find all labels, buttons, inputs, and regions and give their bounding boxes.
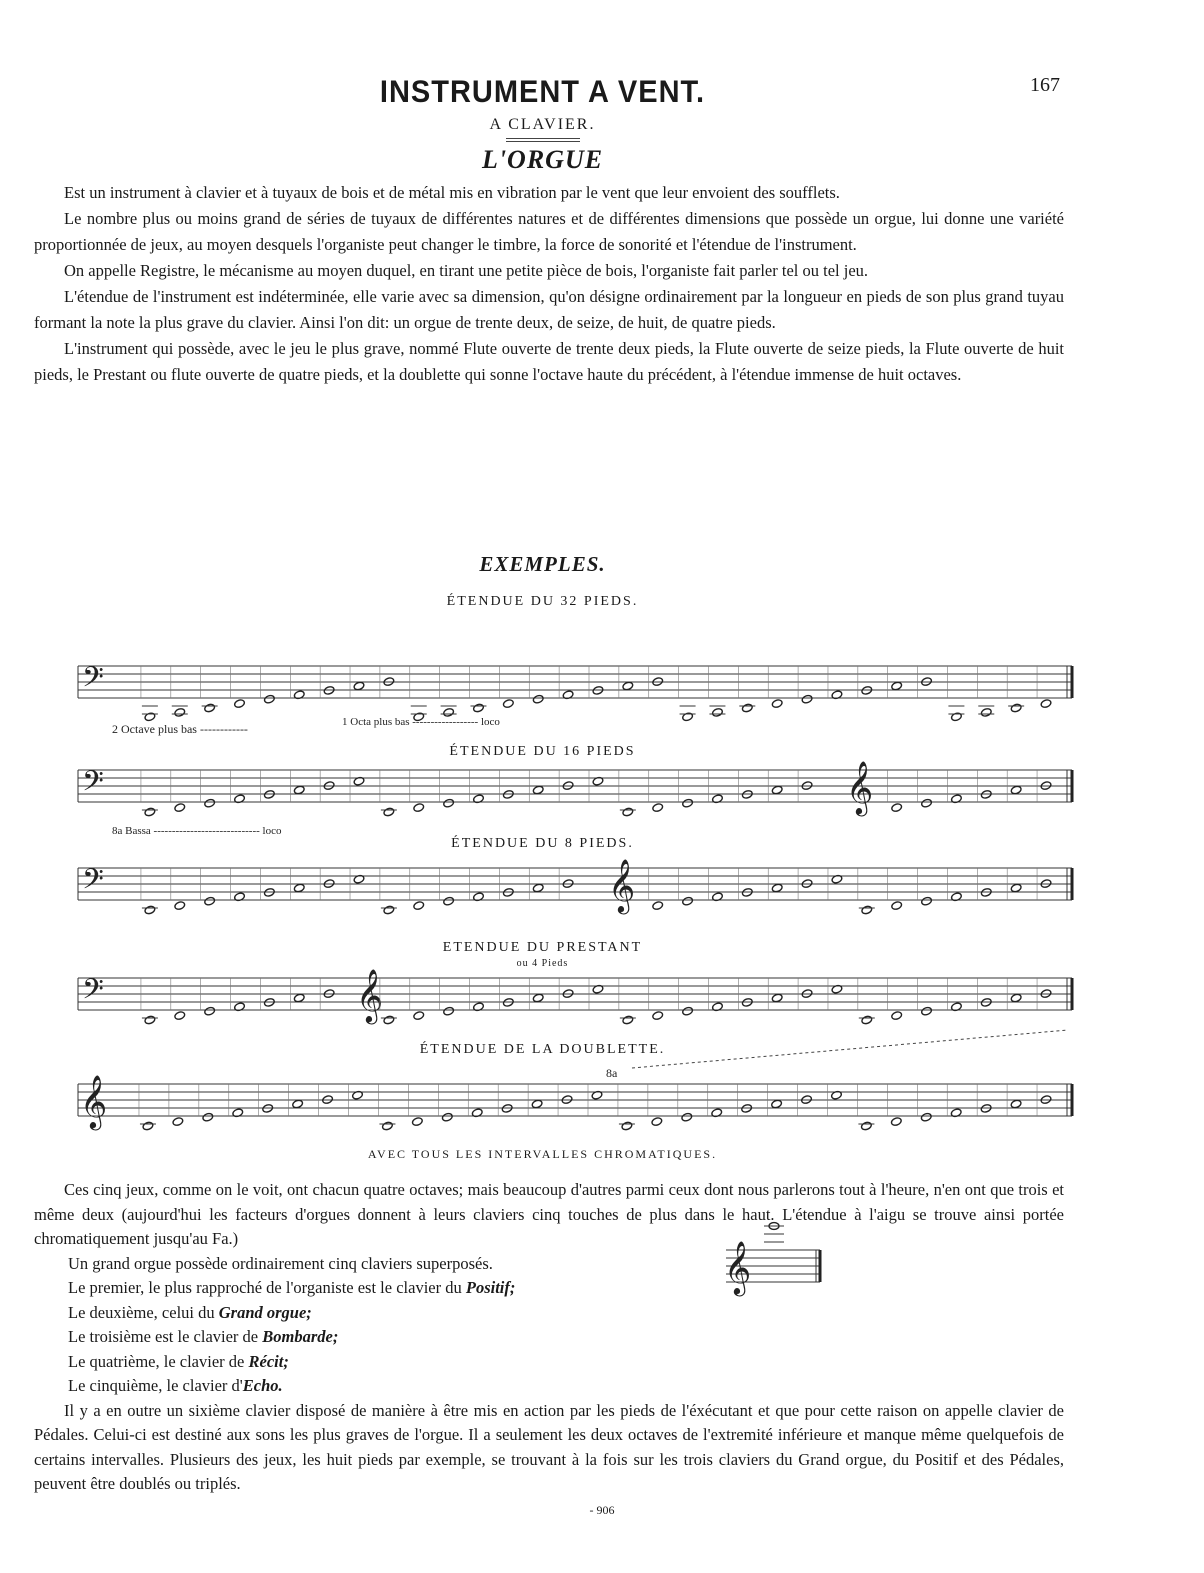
staff1-label: ÉTENDUE DU 32 PIEDS. (446, 594, 639, 609)
body-line-2 (34, 1276, 1064, 1301)
page-number: 167 (1030, 74, 1060, 96)
whole-note (771, 699, 783, 709)
whole-note (204, 896, 216, 906)
whole-note (441, 1112, 453, 1122)
staff2-label: ÉTENDUE DU 16 PIEDS (449, 744, 636, 759)
whole-note (622, 681, 634, 691)
whole-note (144, 1015, 156, 1025)
whole-note (502, 699, 514, 709)
staff-5 (78, 1074, 1072, 1131)
staff1-octave-annotation-a: 2 Octave plus bas ------------ (112, 722, 248, 736)
whole-note (443, 798, 455, 808)
grand-orgue-term: Grand orgue; (218, 1302, 312, 1322)
staff-4 (78, 968, 1072, 1025)
whole-note (741, 703, 753, 713)
whole-note (382, 1121, 394, 1131)
whole-note (861, 1121, 873, 1131)
whole-note (144, 905, 156, 915)
whole-note (142, 1121, 154, 1131)
intro-paragraph-1: Est un instrument à clavier et à tuyaux de bois et de métal mis en vibration par le vent que leur envoient des soufflets. (64, 183, 840, 202)
whole-note (531, 1099, 543, 1109)
whole-note (890, 1117, 902, 1127)
whole-note (532, 993, 544, 1003)
whole-note (1040, 699, 1052, 709)
body-paragraph-1: Ces cinq jeux, comme on le voit, ont chacun quatre octaves; mais beaucoup d'autres parmi ceux dont nous parlerons tout à l'heure, n'en ont que trois et même deux (aujourd'hui les facteurs d'orgues donnent à leurs claviers cinq touches de plus dans le haut. L'étendue à l'aigu se trouve ainsi portée chromatiquement jusqu'au Fa.) (34, 1180, 1064, 1248)
whole-note (1010, 785, 1022, 795)
chromatic-caption: AVEC TOUS LES INTERVALLES CHROMATIQUES. (367, 1147, 718, 1161)
whole-note (622, 807, 634, 817)
treble-clef-icon: 𝄞 (724, 1240, 752, 1294)
body-line-4 (34, 1325, 1064, 1350)
staff-1 (78, 661, 1072, 722)
whole-note (1010, 1099, 1022, 1109)
intro-paragraph-5: L'instrument qui possède, avec le jeu le plus grave, nommé Flute ouverte de trente deux pieds, la Flute ouverte de seize pieds, la Flute ouverte de huit pieds, le Prestant ou flute ouverte de quatre pieds, et la doublette qui sonne l'octave haute du précédent, à l'étendue immense de huit octaves. (34, 339, 1064, 384)
whole-note (921, 1006, 933, 1016)
whole-note (682, 1006, 694, 1016)
whole-note (801, 694, 813, 704)
whole-note (174, 1011, 186, 1021)
bass-clef-icon: 𝄢 (82, 765, 104, 805)
whole-note (202, 1112, 214, 1122)
body-line-3-text: Le deuxième, celui du (68, 1302, 219, 1322)
whole-note (891, 681, 903, 691)
whole-note (413, 1011, 425, 1021)
whole-note (413, 712, 425, 722)
page-subtitle: A CLAVIER. (489, 116, 596, 133)
staff1-octave-annotation-b: 1 Octa plus bas ------------------ loco (342, 716, 500, 728)
whole-note (293, 883, 305, 893)
octave-dashed-line (632, 1030, 1068, 1068)
whole-note (980, 707, 992, 717)
whole-note (682, 712, 694, 722)
whole-note (204, 1006, 216, 1016)
whole-note (383, 905, 395, 915)
treble-clef-icon: 𝄞 (356, 968, 384, 1022)
whole-note (144, 712, 156, 722)
body-line-1: Un grand orgue possède ordinairement cinq claviers superposés. (68, 1253, 493, 1273)
body-paragraph-2: Il y a en outre un sixième clavier disposé de manière à être mis en action par les pieds de l'éxécutant et que pour cette raison on appelle clavier de Pédales. Celui-ci est destiné aux sons les plus graves de l'orgue. Il a seulement les deux octaves de l'extremité inférieure et manque même quelquefois de certains intervalles. Plusieurs des jeux, les huit pieds par exemple, se trouvant à la fois sur les trois claviers du Grand orgue, du Positif et des Pédales, peuvent être doublés ou triplés. (34, 1400, 1064, 1493)
staff-3 (78, 858, 1072, 915)
bombarde-term: Bombarde; (262, 1327, 339, 1346)
whole-note (443, 1006, 455, 1016)
whole-note (383, 807, 395, 817)
whole-note (622, 1015, 634, 1025)
whole-note (951, 712, 963, 722)
whole-note (144, 807, 156, 817)
staff4-sublabel: ou 4 Pieds (516, 958, 569, 969)
body-line-6 (34, 1374, 1064, 1399)
body-line-5-text: Le quatrième, le clavier de (68, 1351, 249, 1371)
whole-note (1010, 703, 1022, 713)
body-line-3 (34, 1301, 1064, 1326)
whole-note (652, 1011, 664, 1021)
whole-note (234, 699, 246, 709)
whole-note (532, 694, 544, 704)
whole-note (172, 1117, 184, 1127)
whole-note (532, 883, 544, 893)
whole-note (712, 707, 724, 717)
treble-clef-icon: 𝄞 (846, 760, 874, 814)
section-heading: L'ORGUE (481, 145, 604, 174)
whole-note (204, 798, 216, 808)
whole-note (921, 896, 933, 906)
whole-note (174, 803, 186, 813)
recit-term: Récit; (248, 1351, 289, 1371)
footer-mark: - 906 (589, 1503, 615, 1517)
staff2-octave-annotation: 8a Bassa ----------------------------- loco (112, 825, 282, 837)
whole-note (413, 901, 425, 911)
whole-note (443, 707, 455, 717)
staff5-octave-annotation: 8a (606, 1066, 618, 1080)
whole-note (264, 694, 276, 704)
whole-note (681, 1112, 693, 1122)
whole-note (532, 785, 544, 795)
staff4-label: ETENDUE DU PRESTANT (442, 940, 643, 955)
whole-note (920, 1112, 932, 1122)
whole-note (682, 798, 694, 808)
body-line-6-text: Le cinquième, le clavier d' (68, 1376, 243, 1395)
body-text (34, 1178, 1064, 1497)
examples-heading: EXEMPLES. (479, 552, 606, 576)
whole-note (861, 905, 873, 915)
whole-note (771, 785, 783, 795)
whole-note (292, 1099, 304, 1109)
echo-term: Echo. (242, 1376, 283, 1395)
whole-note (412, 1117, 424, 1127)
whole-note (652, 803, 664, 813)
whole-note (891, 901, 903, 911)
whole-note (652, 901, 664, 911)
whole-note (293, 785, 305, 795)
positif-term: Positif; (465, 1278, 516, 1297)
whole-note (1010, 883, 1022, 893)
whole-note (621, 1121, 633, 1131)
whole-note (413, 803, 425, 813)
whole-note (921, 798, 933, 808)
whole-note (204, 703, 216, 713)
bass-clef-icon: 𝄢 (82, 661, 104, 701)
whole-note (651, 1117, 663, 1127)
body-line-4-text: Le troisième est le clavier de (68, 1327, 263, 1346)
body-line-5 (34, 1350, 1064, 1375)
whole-note (443, 896, 455, 906)
whole-note (771, 1099, 783, 1109)
whole-note (174, 901, 186, 911)
whole-note (682, 896, 694, 906)
bass-clef-icon: 𝄢 (82, 973, 104, 1013)
whole-note (473, 703, 485, 713)
whole-note (383, 1015, 395, 1025)
whole-note (891, 803, 903, 813)
treble-clef-icon: 𝄞 (80, 1074, 108, 1128)
intro-paragraph-2: Le nombre plus ou moins grand de séries de tuyaux de différentes natures et de différentes dimensions que possède un orgue, lui donne une variété proportionnée de jeux, au moyen desquels l'organiste peut changer le timbre, la force de sonorité et l'étendue de l'instrument. (34, 209, 1064, 254)
staff-2 (78, 760, 1072, 817)
treble-clef-icon: 𝄞 (608, 858, 636, 912)
whole-note (293, 993, 305, 1003)
intro-paragraph-4: L'étendue de l'instrument est indéterminée, elle varie avec sa dimension, qu'on désigne ordinairement par la longueur en pieds de son plus grand tuyau formant la note la plus grave du clavier. Ainsi l'on dit: un orgue de trente deux, de seize, de huit, de quatre pieds. (34, 287, 1064, 332)
whole-note (771, 883, 783, 893)
page-title: INSTRUMENT A VENT. (379, 74, 706, 110)
staff3-label: ÉTENDUE DU 8 PIEDS. (451, 836, 634, 851)
bass-clef-icon: 𝄢 (82, 863, 104, 903)
staff5-label: ÉTENDUE DE LA DOUBLETTE. (419, 1042, 666, 1057)
whole-note (771, 993, 783, 1003)
whole-note (353, 681, 365, 691)
whole-note (1010, 993, 1022, 1003)
whole-note (891, 1011, 903, 1021)
body-line-2-text: Le premier, le plus rapproché de l'organiste est le clavier du (68, 1278, 466, 1297)
intro-paragraph-3: On appelle Registre, le mécanisme au moyen duquel, en tirant une petite pièce de bois, l'organiste fait parler tel ou tel jeu. (64, 261, 869, 280)
whole-note (174, 707, 186, 717)
whole-note (861, 1015, 873, 1025)
